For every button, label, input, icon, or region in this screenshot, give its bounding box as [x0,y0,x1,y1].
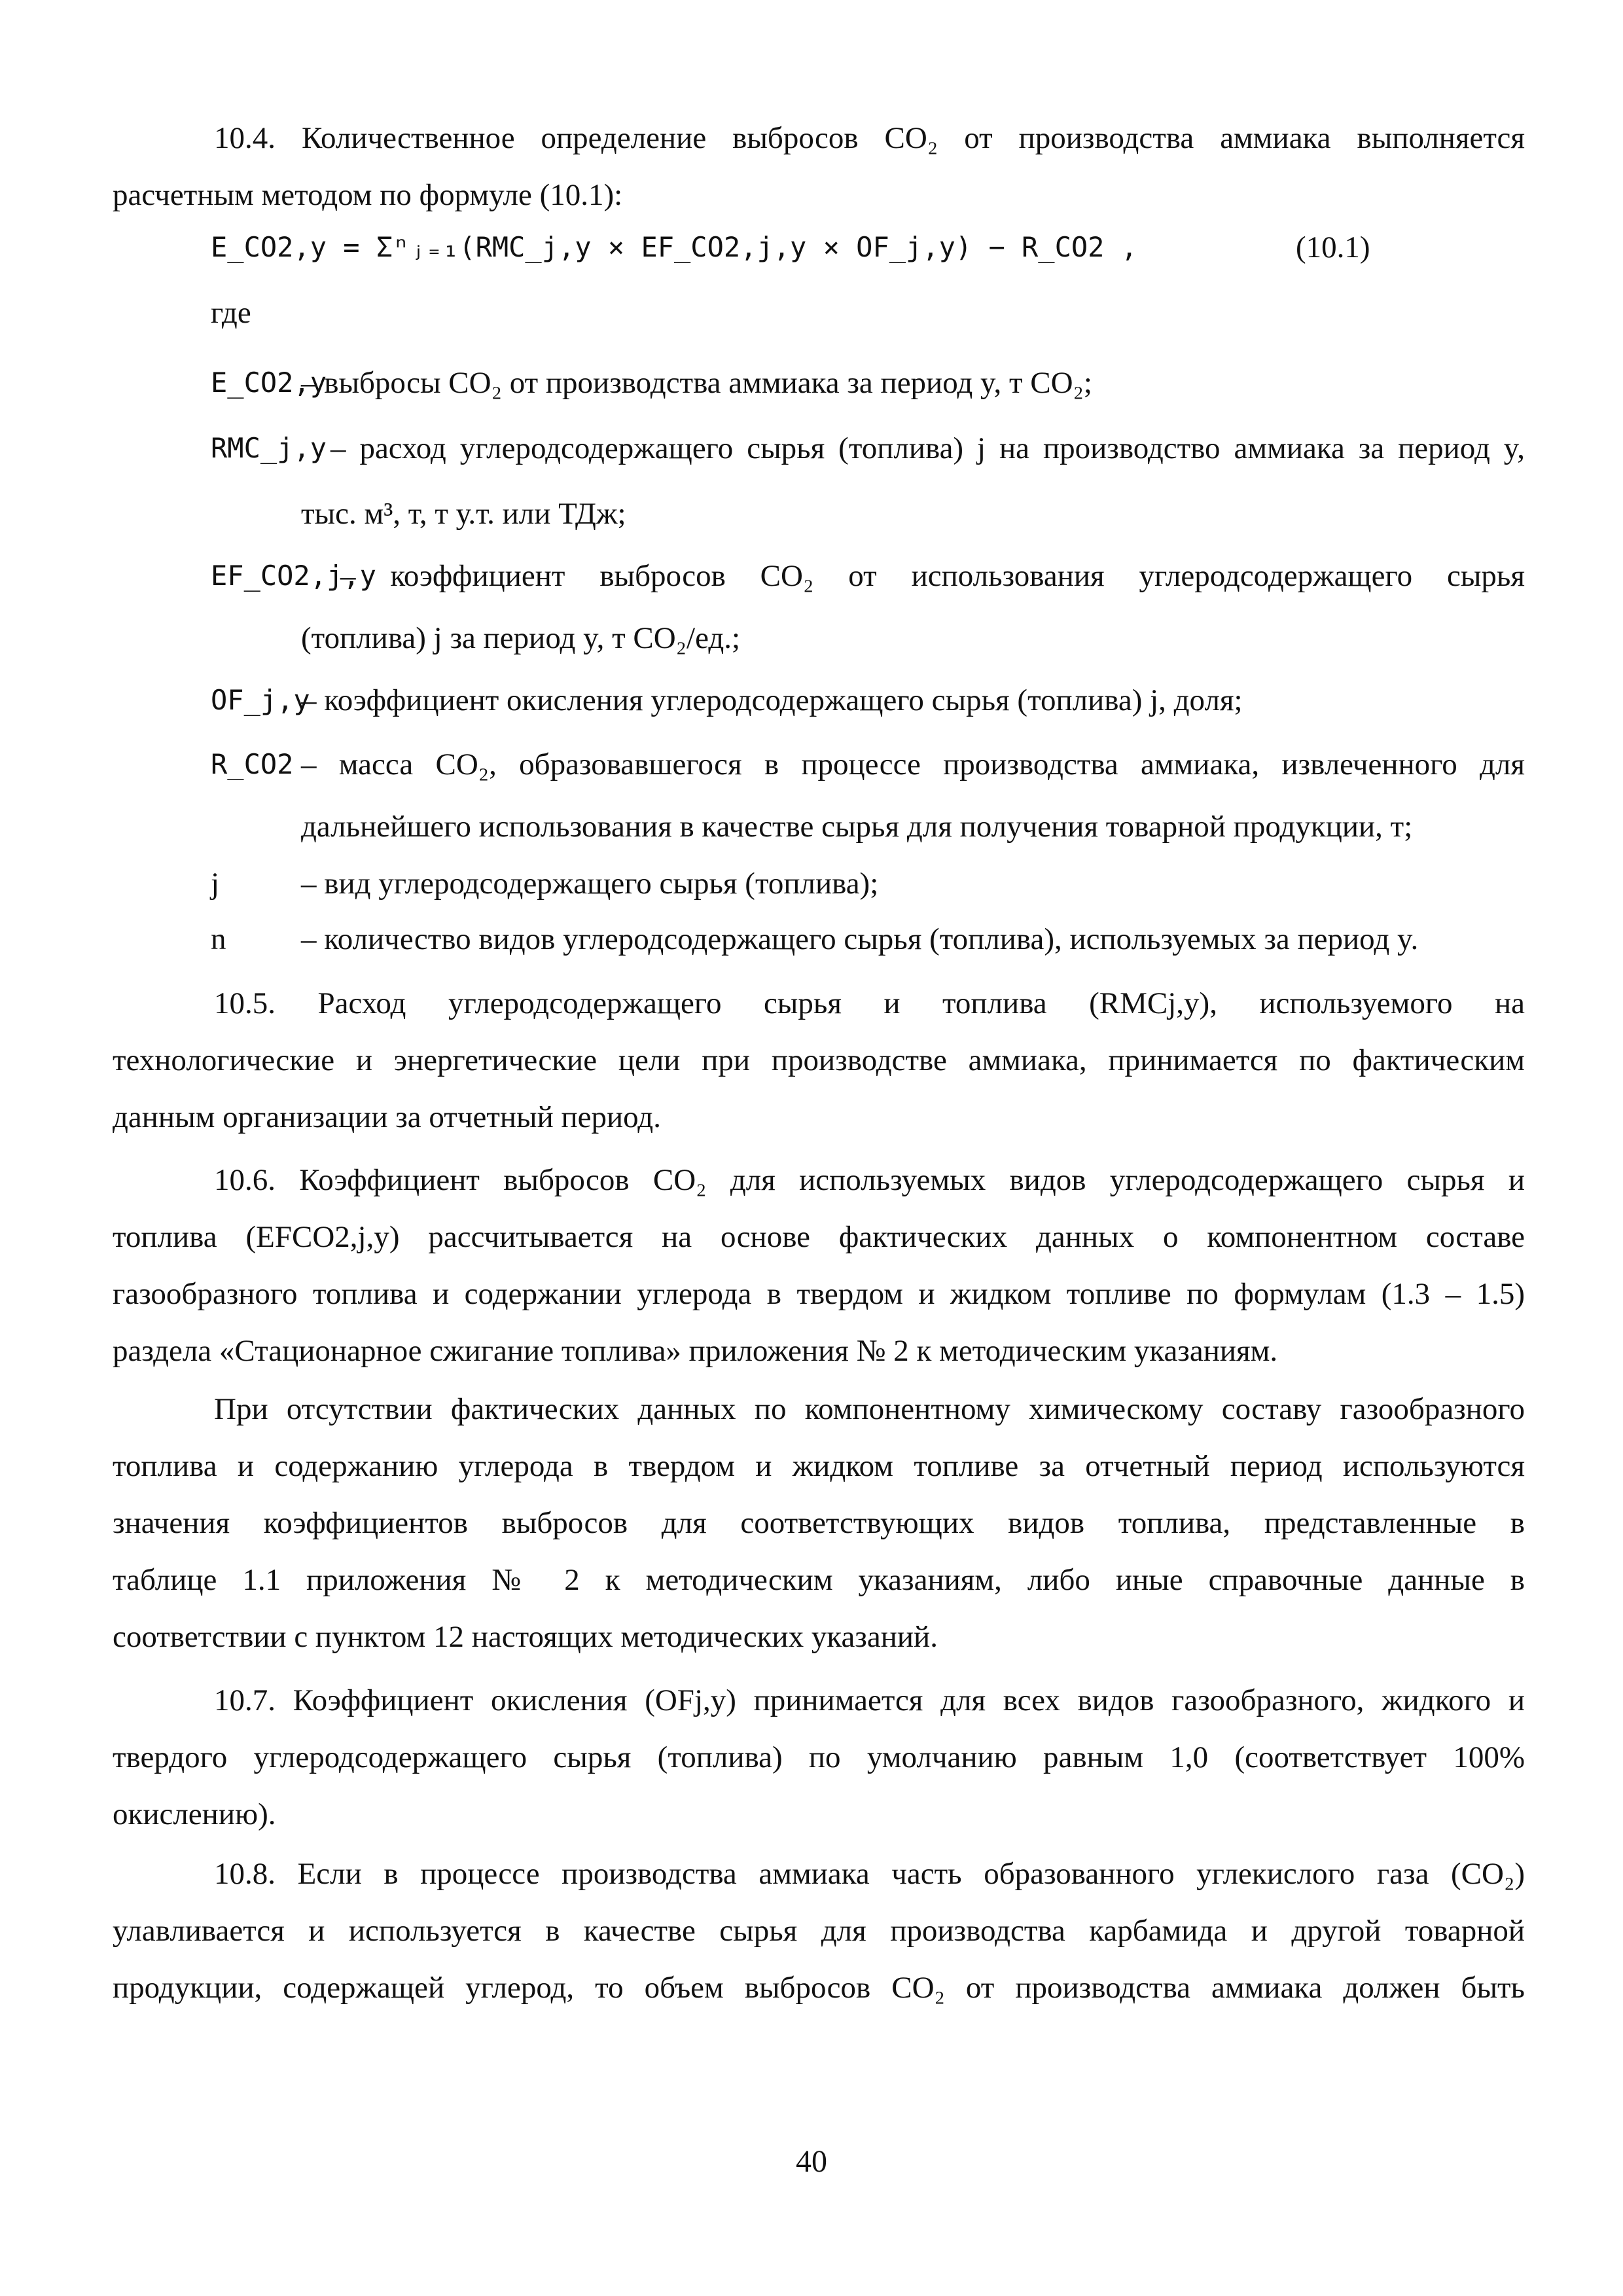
paragraph-line: таблице 1.1 приложения № 2 к методическим указаниям, либо иные справочные данные в [113,1563,1525,1597]
paragraph-line: топлива и содержанию углерода в твердом и жидком топливе за отчетный период используются [113,1449,1525,1483]
paragraph-line: данным организации за отчетный период. [113,1100,661,1134]
paragraph-line: При отсутствии фактических данных по компонентному химическому составу газообразного [214,1392,1525,1426]
definition-symbol: RMC_j,y [211,432,327,464]
section-10-4-line-1: 10.4. Количественное определение выбросов CO₂ от производства аммиака выполняется [214,121,1525,155]
paragraph-line: 10.7. Коэффициент окисления (OFj,y) принимается для всех видов газообразного, жидкого и [214,1683,1525,1717]
definition-text: – выбросы CO₂ от производства аммиака за период y, т CO₂; [301,366,1092,400]
definition-symbol: E_CO2,y [211,367,327,399]
paragraph-line: технологические и энергетические цели при производстве аммиака, принимается по фактическим [113,1043,1525,1077]
page-number: 40 [796,2144,827,2179]
paragraph-line: соответствии с пунктом 12 настоящих методических указаний. [113,1620,938,1654]
paragraph-line: 10.5. Расход углеродсодержащего сырья и топлива (RMCj,y), используемого на [214,986,1525,1020]
paragraph-absence-of-data [113,1381,1525,1666]
definition-symbol: EF_CO2,j,y [211,560,376,592]
paragraph-line: продукции, содержащей углерод, то объем выбросов CO₂ от производства аммиака должен быть [113,1971,1525,2005]
paragraph-line: газообразного топлива и содержании углерода в твердом и жидком топливе по формулам (1.3 – 1.5) [113,1277,1525,1311]
definition-text: – вид углеродсодержащего сырья (топлива); [301,867,879,901]
paragraph-line: 10.8. Если в процессе производства аммиака часть образованного углекислого газа (CO₂) [214,1857,1525,1891]
formula-number: (10.1) [1296,230,1370,264]
definition-symbol: j [211,867,220,901]
definition-text: – коэффициент окисления углеродсодержащего сырья (топлива) j, доля; [301,683,1243,717]
paragraph-line: улавливается и используется в качестве сырья для производства карбамида и другой товарной [113,1914,1525,1948]
definition-continuation: дальнейшего использования в качестве сырья для получения товарной продукции, т; [301,810,1413,844]
paragraph-line: окислению). [113,1797,276,1831]
definition-text: – коэффициент выбросов CO₂ от использования углеродсодержащего сырья [340,559,1525,593]
where-label: где [211,296,251,330]
definition-symbol: n [211,922,226,956]
definition-continuation: тыс. м³, т, т у.т. или ТДж; [301,497,626,531]
section-10-4-line-2: расчетным методом по формуле (10.1): [113,178,623,212]
paragraph-line: раздела «Стационарное сжигание топлива» приложения № 2 к методическим указаниям. [113,1334,1278,1368]
section-10-4 [113,110,1525,224]
paragraph-line: значения коэффициентов выбросов для соответствующих видов топлива, представленные в [113,1506,1525,1540]
definition-symbol: OF_j,y [211,684,310,716]
section-10-6 [113,1152,1525,1380]
section-10-8 [113,1846,1525,2017]
section-10-7 [113,1672,1525,1843]
definition-text: – расход углеродсодержащего сырья (топлива) j на производство аммиака за период y, [330,431,1525,465]
definition-continuation: (топлива) j за период y, т CO₂/ед.; [301,621,741,655]
formula-expression: E_CO2,y = Σⁿⱼ₌₁(RMC_j,y × EF_CO2,j,y × OF_j,y) − R_CO2 , [211,231,1138,263]
section-10-5 [113,975,1525,1146]
paragraph-line: 10.6. Коэффициент выбросов CO₂ для используемых видов углеродсодержащего сырья и [214,1163,1525,1197]
paragraph-line: твердого углеродсодержащего сырья (топлива) по умолчанию равным 1,0 (соответствует 100% [113,1740,1525,1774]
paragraph-line: топлива (EFCO2,j,y) рассчитывается на основе фактических данных о компонентном составе [113,1220,1525,1254]
definition-symbol: R_CO2 [211,748,294,780]
definition-text: – количество видов углеродсодержащего сырья (топлива), используемых за период y. [301,922,1419,956]
definition-text: – масса CO₂, образовавшегося в процессе производства аммиака, извлеченного для [301,747,1525,781]
